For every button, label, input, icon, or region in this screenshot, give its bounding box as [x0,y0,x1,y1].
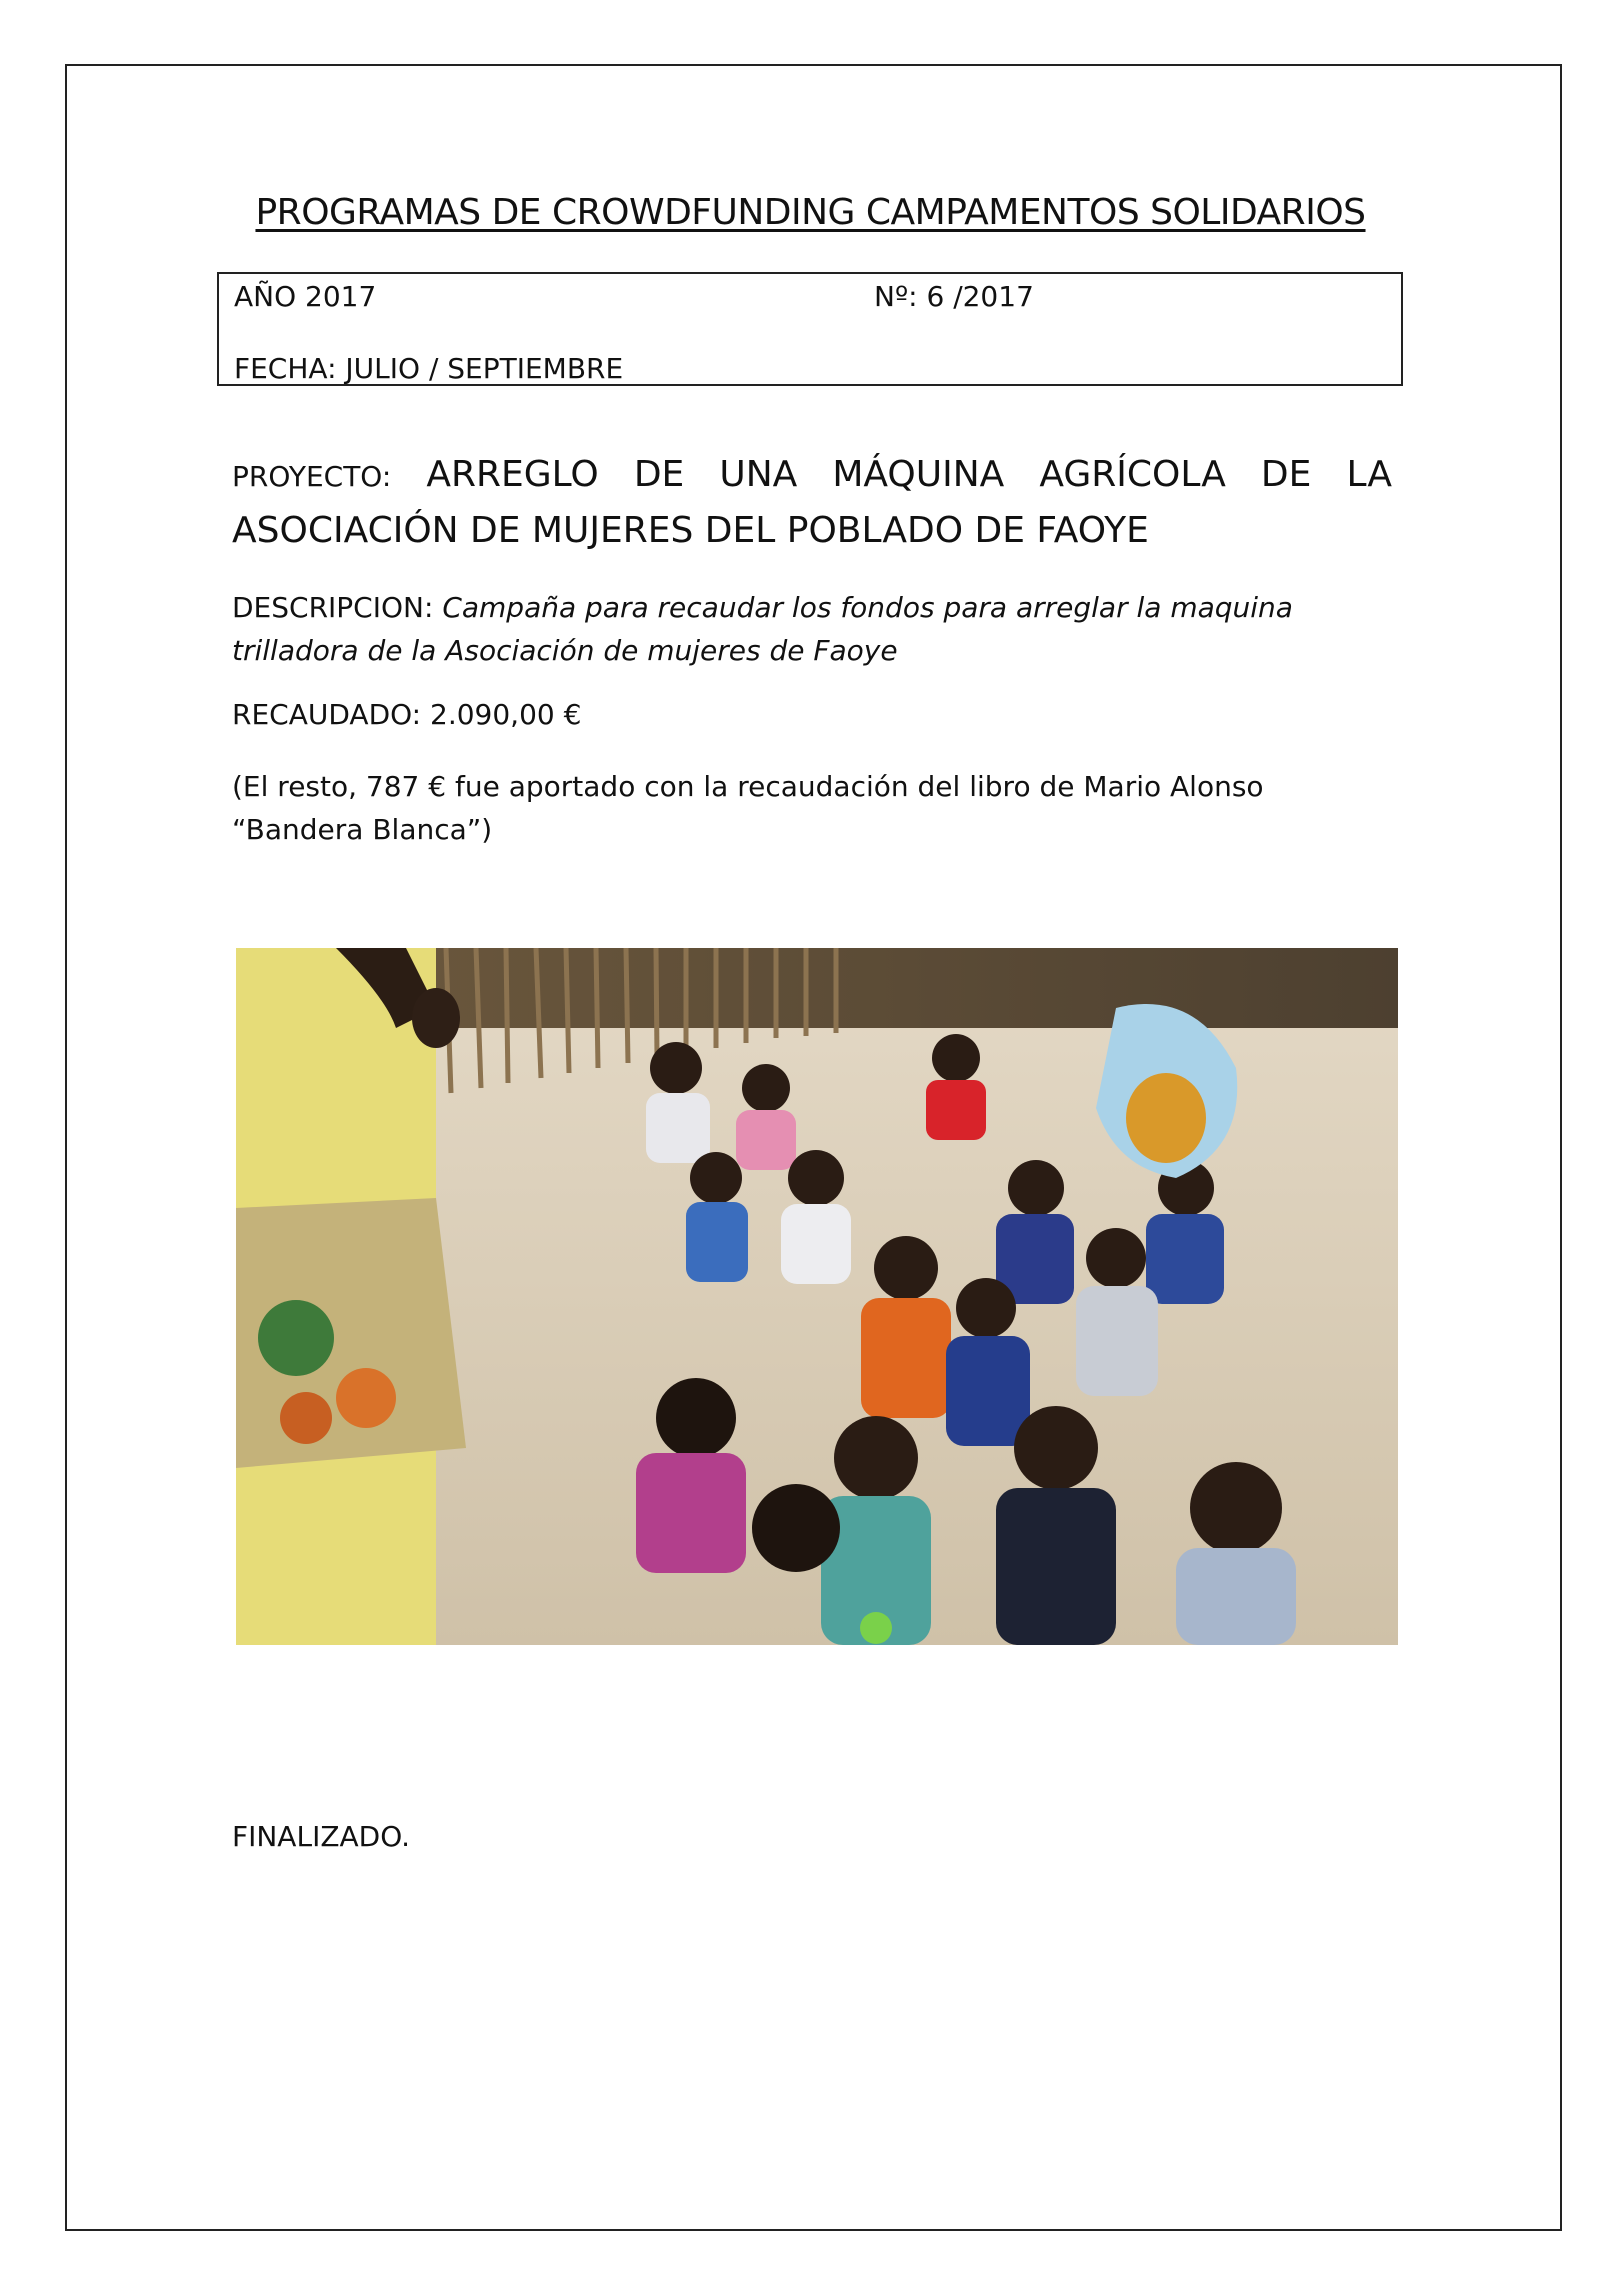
header-number: Nº: 6 /2017 [874,280,1034,313]
photo [236,948,1398,1645]
description-text: Campaña para recaudar los fondos para arreglar la maquina trilladora de la Asociación de mujeres de Faoye [232,591,1293,667]
status-text: FINALIZADO. [232,1820,411,1853]
description-label: DESCRIPCION: [232,591,434,624]
project-section [232,448,1392,558]
document-title: PROGRAMAS DE CROWDFUNDING CAMPAMENTOS SOLIDARIOS [255,192,1366,233]
raised-amount: RECAUDADO: 2.090,00 € [232,698,582,731]
description-section [232,586,1402,672]
photo-illustration [236,948,1398,1645]
header-date: FECHA: JULIO / SEPTIEMBRE [234,352,624,385]
project-label: PROYECTO: [232,460,392,493]
header-box [217,272,1403,386]
header-year: AÑO 2017 [234,280,377,313]
remainder-note: (El resto, 787 € fue aportado con la recaudación del libro de Mario Alonso “Bandera Blanca”) [232,770,1264,846]
project-name: ARREGLO DE UNA MÁQUINA AGRÍCOLA DE LA ASOCIACIÓN DE MUJERES DEL POBLADO DE FAOYE [232,454,1392,551]
